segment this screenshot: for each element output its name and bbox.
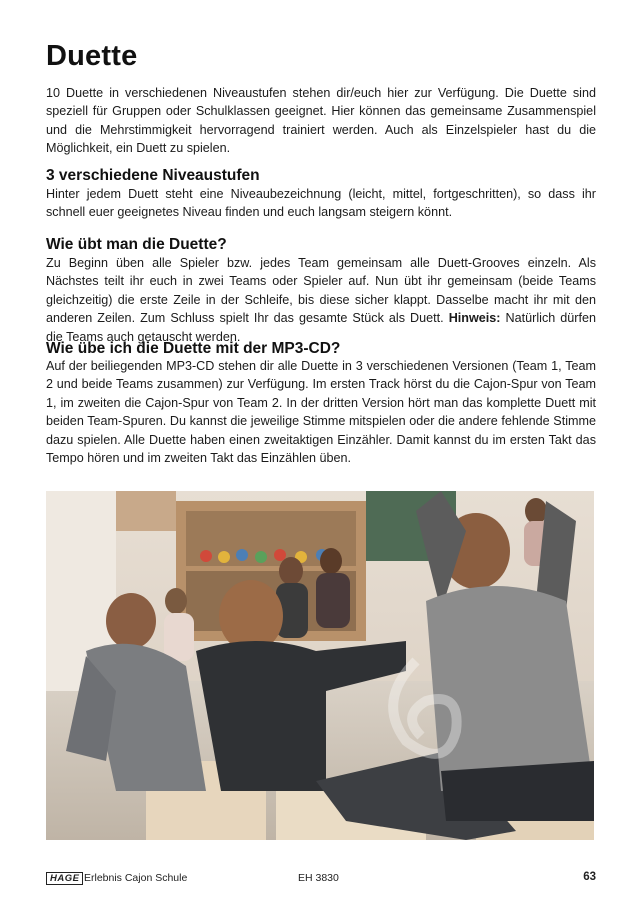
section-heading-niveaustufen: 3 verschiedene Niveaustufen (46, 167, 260, 184)
section-heading-mp3: Wie übe ich die Duette mit der MP3-CD? (46, 340, 341, 357)
publisher-logo: HAGE (46, 872, 83, 885)
section-heading-ueben: Wie übt man die Duette? (46, 236, 227, 253)
page-title: Duette (46, 40, 138, 72)
intro-paragraph: 10 Duette in verschiedenen Niveaustufen stehen dir/euch hier zur Verfügung. Die Duette sind speziell für Gruppen oder Schulklassen geeignet. Hier können das gemeinsame Zusammenspiel und die Mehrstimmigkeit hervorragend trainiert werden. Auch als Einzelspieler hast du die Möglichkeit, ein Duett zu spielen. (46, 86, 596, 156)
catalog-code: EH 3830 (298, 872, 339, 884)
page-number: 63 (583, 871, 596, 883)
hint-text: Natürlich dürfen die Teams auch getauscht werden. (46, 311, 596, 344)
section-text-niveaustufen: Hinter jedem Duett steht eine Niveaubezeichnung (leicht, mittel, fortgeschritten), so dass ihr schnell euer geeignetes Niveau finden und euch langsam steigern könnt. (46, 187, 596, 220)
hint-label: Hinweis: (448, 311, 501, 326)
classroom-photo (46, 491, 594, 840)
series-title: Erlebnis Cajon Schule (84, 872, 188, 884)
section-text-ueben (46, 254, 596, 346)
section-text-mp3: Auf der beiliegenden MP3-CD stehen dir alle Duette in 3 verschiedenen Versionen (Team 1, Team 2 und beide Teams zusammen) zur Verfügung. Im ersten Track hörst du die Cajon-Spur von Team 1, im zweiten die Cajon-Spur von Team 2. In der dritten Version hört man das komplette Duett mit beiden Team-Spuren. Du kannst die jeweilige Stimme mitspielen oder die andere fehlende Stimme dazu spielen. Alle Duette haben einen zweitaktigen Einzähler. Damit kannst du im ersten Takt das Tempo hören und im zweiten Takt das Einzählen üben. (46, 359, 596, 466)
page-footer (46, 871, 596, 887)
classroom-photo-illustration (46, 491, 594, 840)
section-text-ueben-body: Zu Beginn üben alle Spieler bzw. jedes Team gemeinsam alle Duett-Grooves einzeln. Als Nächstes teilt ihr euch in zwei Teams oder Spieler auf. Nun übt ihr gemeinsam (beide Teams gleichzeitig) die erste Zeile in der Schleife, bis diese sicher klappt. Dasselbe macht ihr mit den anderen Zeilen. Zum Schluss spielt Ihr das gesamte Stück als Duett. (46, 256, 596, 326)
